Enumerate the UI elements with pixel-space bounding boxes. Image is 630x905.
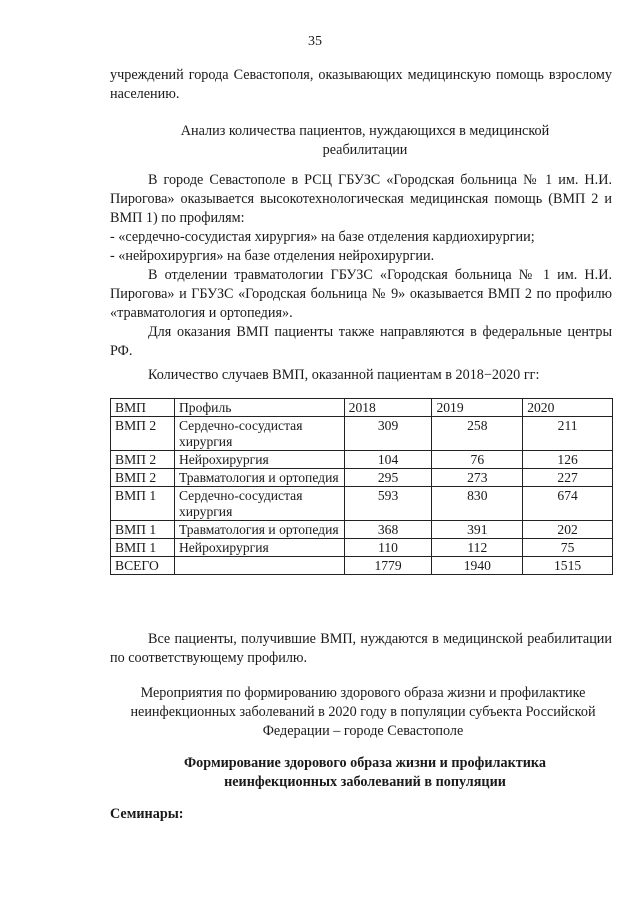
- cell-2019: 1940: [432, 557, 523, 575]
- cell-2019: 273: [432, 469, 523, 487]
- cell-2018: 368: [344, 521, 432, 539]
- cell-vmp: ВСЕГО: [111, 557, 175, 575]
- cell-2018: 309: [344, 417, 432, 451]
- header-profile: Профиль: [174, 399, 344, 417]
- table-total-row: [111, 557, 613, 575]
- cell-profile: Нейрохирургия: [174, 451, 344, 469]
- cell-2020: 202: [523, 521, 613, 539]
- cell-vmp: ВМП 1: [111, 539, 175, 557]
- paragraph-4: Все пациенты, получившие ВМП, нуждаются в медицинской реабилитации по соответствующему профилю.: [110, 631, 612, 666]
- cell-profile: Сердечно-сосудистая хирургия: [174, 417, 344, 451]
- cell-vmp: ВМП 2: [111, 451, 175, 469]
- cell-2019: 76: [432, 451, 523, 469]
- cell-2018: 295: [344, 469, 432, 487]
- seminars-label: Семинары:: [110, 806, 184, 822]
- page-number: 35: [308, 34, 322, 49]
- header-2020: 2020: [523, 399, 613, 417]
- table-caption: Количество случаев ВМП, оказанной пациентам в 2018−2020 гг:: [148, 367, 540, 383]
- section-heading: Анализ количества пациентов, нуждающихся в медицинской реабилитации: [180, 123, 550, 158]
- cell-vmp: ВМП 2: [111, 417, 175, 451]
- table-row: [111, 451, 613, 469]
- cell-profile: Нейрохирургия: [174, 539, 344, 557]
- paragraph-2: В отделении травматологии ГБУЗС «Городская больница № 1 им. Н.И. Пирогова» и ГБУЗС «Городская больница № 9» оказывается ВМП 2 по профилю «травматология и ортопедия».: [110, 267, 612, 321]
- header-2019: 2019: [432, 399, 523, 417]
- cell-2020: 211: [523, 417, 613, 451]
- heading-2: Мероприятия по формированию здорового образа жизни и профилактике неинфекционных заболеваний в 2020 году в популяции субъекта Российской Федерации – городе Севастополе: [130, 685, 596, 739]
- cell-vmp: ВМП 2: [111, 469, 175, 487]
- table-row: [111, 487, 613, 521]
- vmp-table: [110, 398, 613, 575]
- cell-profile: Травматология и ортопедия: [174, 469, 344, 487]
- cell-2018: 593: [344, 487, 432, 521]
- cell-vmp: ВМП 1: [111, 487, 175, 521]
- table-row: [111, 417, 613, 451]
- cell-2020: 75: [523, 539, 613, 557]
- table-row: [111, 539, 613, 557]
- cell-2018: 1779: [344, 557, 432, 575]
- heading-3: Формирование здорового образа жизни и профилактика неинфекционных заболеваний в популяции: [184, 755, 546, 790]
- paragraph-3: Для оказания ВМП пациенты также направляются в федеральные центры РФ.: [110, 324, 612, 359]
- cell-2020: 674: [523, 487, 613, 521]
- table-row: [111, 521, 613, 539]
- cell-2019: 258: [432, 417, 523, 451]
- header-vmp: ВМП: [111, 399, 175, 417]
- cell-2019: 112: [432, 539, 523, 557]
- intro-paragraph: учреждений города Севастополя, оказывающих медицинскую помощь взрослому населению.: [110, 67, 612, 102]
- cell-2019: 391: [432, 521, 523, 539]
- bullet-2: - «нейрохирургия» на базе отделения нейрохирургии.: [110, 248, 435, 264]
- cell-2020: 1515: [523, 557, 613, 575]
- cell-2020: 227: [523, 469, 613, 487]
- cell-2018: 110: [344, 539, 432, 557]
- cell-2020: 126: [523, 451, 613, 469]
- cell-profile: Сердечно-сосудистая хирургия: [174, 487, 344, 521]
- table-row: [111, 469, 613, 487]
- bullet-1: - «сердечно-сосудистая хирургия» на базе отделения кардиохирургии;: [110, 229, 535, 245]
- cell-vmp: ВМП 1: [111, 521, 175, 539]
- header-2018: 2018: [344, 399, 432, 417]
- table-header-row: [111, 399, 613, 417]
- paragraph-1: В городе Севастополе в РСЦ ГБУЗС «Городская больница № 1 им. Н.И. Пирогова» оказывается высокотехнологическая медицинская помощь (ВМП 2 и ВМП 1) по профилям:: [110, 172, 612, 226]
- cell-2018: 104: [344, 451, 432, 469]
- cell-2019: 830: [432, 487, 523, 521]
- cell-profile: Травматология и ортопедия: [174, 521, 344, 539]
- cell-profile: [174, 557, 344, 575]
